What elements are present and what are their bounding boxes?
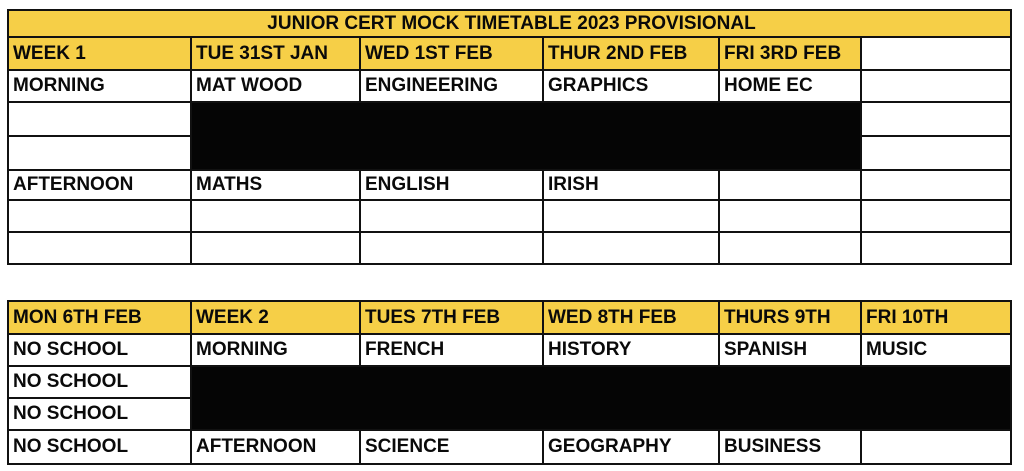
empty-cell [861,102,1011,136]
row-label: NO SCHOOL [8,398,191,430]
empty-cell [191,200,360,232]
header-cell: THUR 2ND FEB [543,37,719,70]
header-cell: WEEK 2 [191,301,360,334]
header-cell: FRI 3RD FEB [719,37,861,70]
empty-cell [8,136,191,170]
exam-cell: HOME EC [719,70,861,102]
blocked-out-area [191,366,1011,430]
header-cell: THURS 9TH [719,301,861,334]
row-label: MORNING [8,70,191,102]
exam-cell: MUSIC [861,334,1011,366]
exam-cell: FRENCH [360,334,543,366]
exam-cell: SCIENCE [360,430,543,464]
exam-cell: MATHS [191,170,360,200]
empty-cell [861,200,1011,232]
empty-cell [8,102,191,136]
empty-cell [360,200,543,232]
header-cell: TUE 31ST JAN [191,37,360,70]
exam-cell: MORNING [191,334,360,366]
header-cell: WED 1ST FEB [360,37,543,70]
empty-cell [191,232,360,264]
exam-cell [861,70,1011,102]
row-label: NO SCHOOL [8,334,191,366]
week2-row-1 [8,334,1011,366]
exam-cell: ENGLISH [360,170,543,200]
week1-header-row [8,37,1011,70]
week2-row-2 [8,366,1011,398]
empty-cell [543,232,719,264]
empty-cell [8,200,191,232]
exam-cell: ENGINEERING [360,70,543,102]
empty-cell [861,136,1011,170]
exam-cell [719,170,861,200]
blocked-out-area [191,102,861,170]
header-cell: MON 6TH FEB [8,301,191,334]
exam-cell: MAT WOOD [191,70,360,102]
empty-cell [360,232,543,264]
header-cell: WEEK 1 [8,37,191,70]
row-label: NO SCHOOL [8,366,191,398]
exam-cell [861,170,1011,200]
exam-cell: HISTORY [543,334,719,366]
header-cell: TUES 7TH FEB [360,301,543,334]
row-label: AFTERNOON [8,170,191,200]
week1-timetable [7,9,1012,265]
exam-cell: BUSINESS [719,430,861,464]
week1-morning-row [8,70,1011,102]
week2-timetable [7,300,1012,465]
empty-cell [8,232,191,264]
header-cell: WED 8TH FEB [543,301,719,334]
timetable-title: JUNIOR CERT MOCK TIMETABLE 2023 PROVISIONAL [8,10,1011,37]
empty-cell [719,232,861,264]
exam-cell: GEOGRAPHY [543,430,719,464]
exam-cell: AFTERNOON [191,430,360,464]
empty-cell [543,200,719,232]
exam-cell [861,430,1011,464]
week1-afternoon-row [8,170,1011,200]
exam-cell: GRAPHICS [543,70,719,102]
empty-cell [719,200,861,232]
week2-header-row [8,301,1011,334]
header-cell [861,37,1011,70]
exam-cell: SPANISH [719,334,861,366]
week2-row-4 [8,430,1011,464]
exam-cell: IRISH [543,170,719,200]
empty-cell [861,232,1011,264]
row-label: NO SCHOOL [8,430,191,464]
header-cell: FRI 10TH [861,301,1011,334]
